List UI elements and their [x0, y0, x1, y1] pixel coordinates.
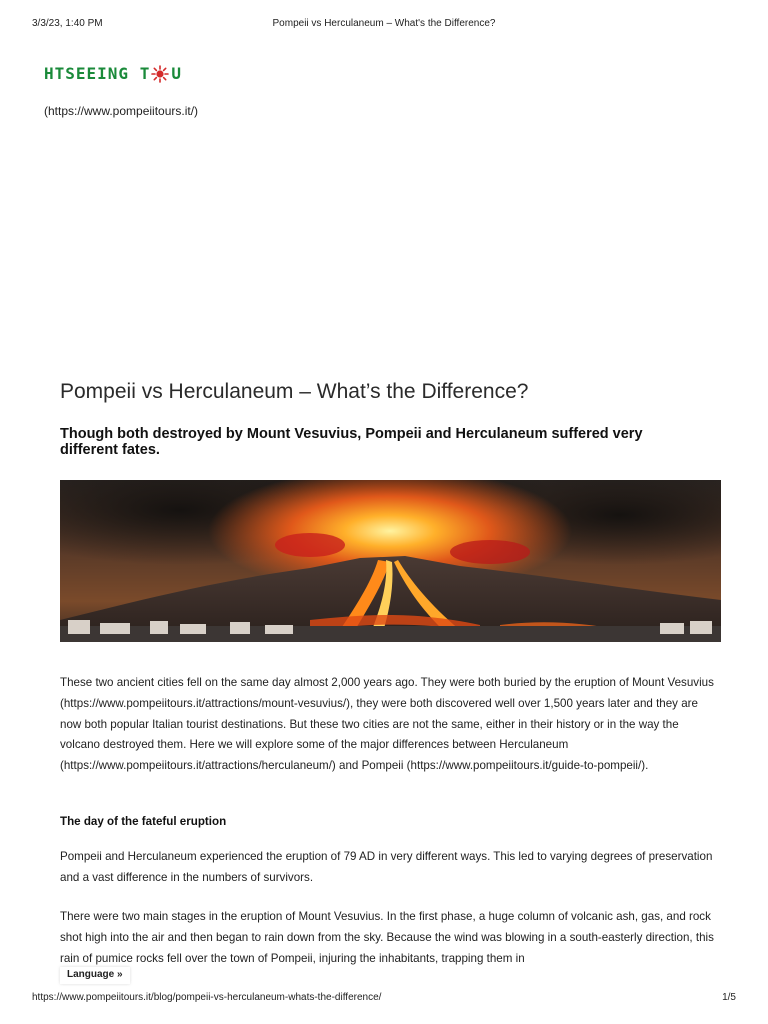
logo-text-start: HTSEEING T: [44, 64, 151, 83]
paragraph-stages: There were two main stages in the eruption of Mount Vesuvius. In the first phase, a huge column of volcanic ash, gas, and rock shot high into the air and then began to rain down from the sky. Because the wind was blowing in a south-easterly direction, this rain of pumice rocks fell over the town of Pompeii, injuring the inhabitants, trapping them in: [60, 910, 714, 965]
page-number: 1/5: [722, 992, 736, 1003]
paragraph-intro: These two ancient cities fell on the same day almost 2,000 years ago. They were both buried by the eruption of Mount Vesuvius (https://www.pompeiitours.it/attractions/mount-vesuvius/), they were both discovered well over 1,500 years later and they are now both popular Italian tourist destinations. But these two cities are not the same, either in their history or in the way the volcano destroyed them. Here we will explore some of the major differences between Herculaneum (https://www.pompeiitours.it/attractions/herculaneum/) and Pompeii (https://www.pompeiitours.it/guide-to-pompeii/).: [60, 676, 714, 773]
print-doc-title: Pompeii vs Herculaneum – What's the Difference?: [272, 18, 496, 29]
language-button[interactable]: Language »: [60, 967, 130, 984]
section-heading: The day of the fateful eruption: [60, 815, 227, 828]
print-datetime: 3/3/23, 1:40 PM: [32, 18, 103, 29]
paragraph-eruption: Pompeii and Herculaneum experienced the eruption of 79 AD in very different ways. This led to varying degrees of preservation and a vast difference in the numbers of survivors.: [60, 850, 713, 884]
logo-url-link[interactable]: (https://www.pompeiitours.it/): [44, 104, 199, 118]
logo-text-end: U: [171, 64, 182, 83]
print-footer: [32, 992, 736, 1003]
print-url: https://www.pompeiitours.it/blog/pompeii-vs-herculaneum-whats-the-difference/: [32, 992, 382, 1003]
page-title: Pompeii vs Herculaneum – What’s the Difference?: [60, 380, 529, 403]
sun-icon: [151, 65, 169, 83]
hero-image: [60, 480, 721, 642]
article-subtitle: Though both destroyed by Mount Vesuvius, Pompeii and Herculaneum suffered very different fates.: [60, 426, 643, 458]
site-logo[interactable]: [44, 64, 182, 83]
